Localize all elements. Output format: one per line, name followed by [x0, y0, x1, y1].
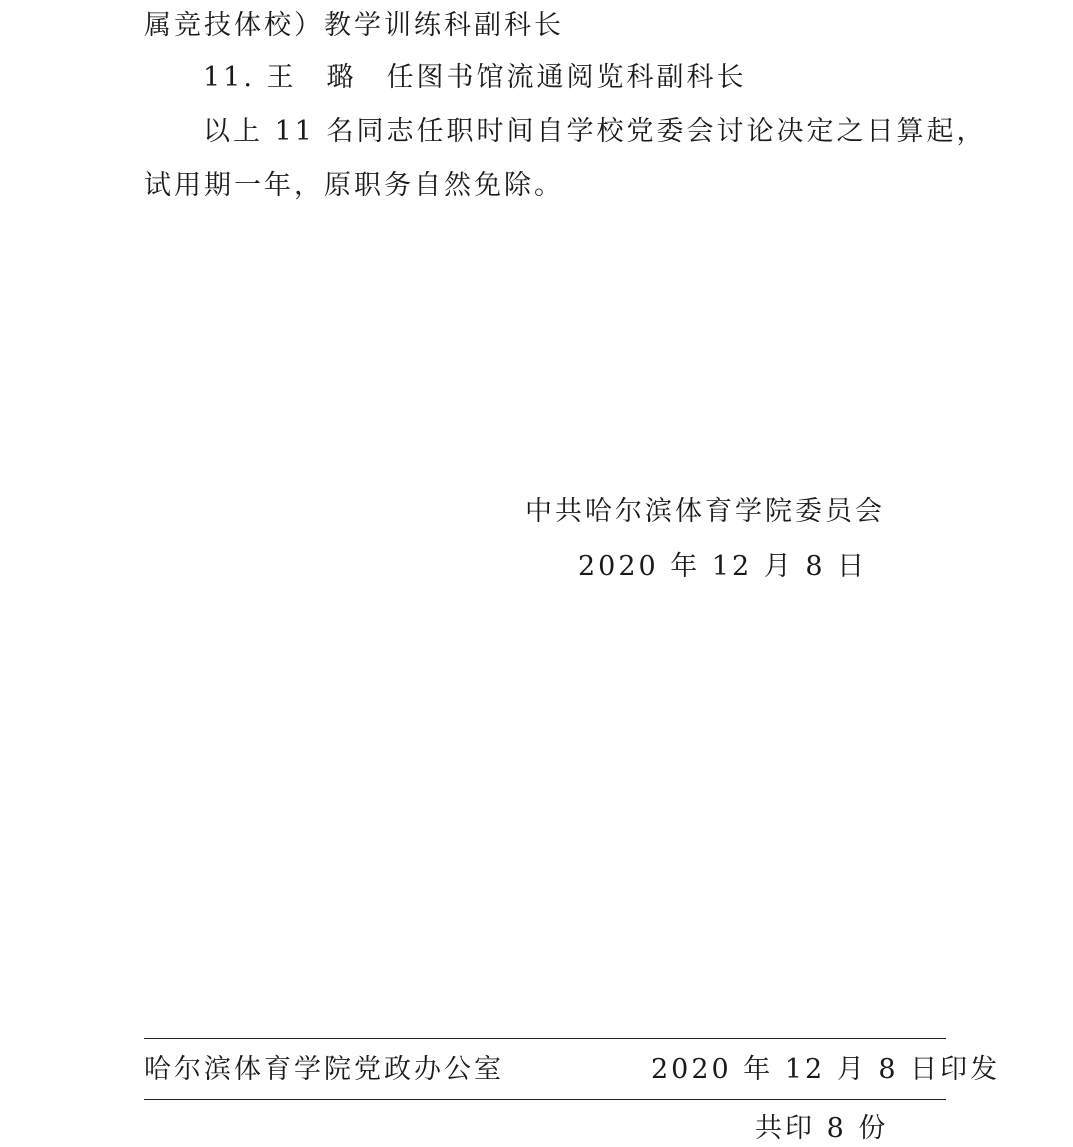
- signature-issuer: 中共哈尔滨体育学院委员会: [525, 496, 885, 527]
- closing-paragraph-line-1: 以上 11 名同志任职时间自学校党委会讨论决定之日算起，: [203, 116, 987, 147]
- footer-top-rule: [144, 1038, 946, 1039]
- footer-office: 哈尔滨体育学院党政办公室: [144, 1054, 504, 1085]
- signature-date: 2020 年 12 月 8 日: [578, 551, 868, 582]
- closing-paragraph-line-2: 试用期一年，原职务自然免除。: [144, 170, 564, 201]
- footer-bottom-rule: [144, 1099, 946, 1100]
- body-line-continuation: 属竞技体校）教学训练科副科长: [144, 10, 564, 41]
- footer-copies: 共印 8 份: [755, 1113, 889, 1144]
- footer-issue-date: 2020 年 12 月 8 日印发: [651, 1054, 1001, 1085]
- appointment-item-11: 11. 王 璐 任图书馆流通阅览科副科长: [203, 62, 747, 93]
